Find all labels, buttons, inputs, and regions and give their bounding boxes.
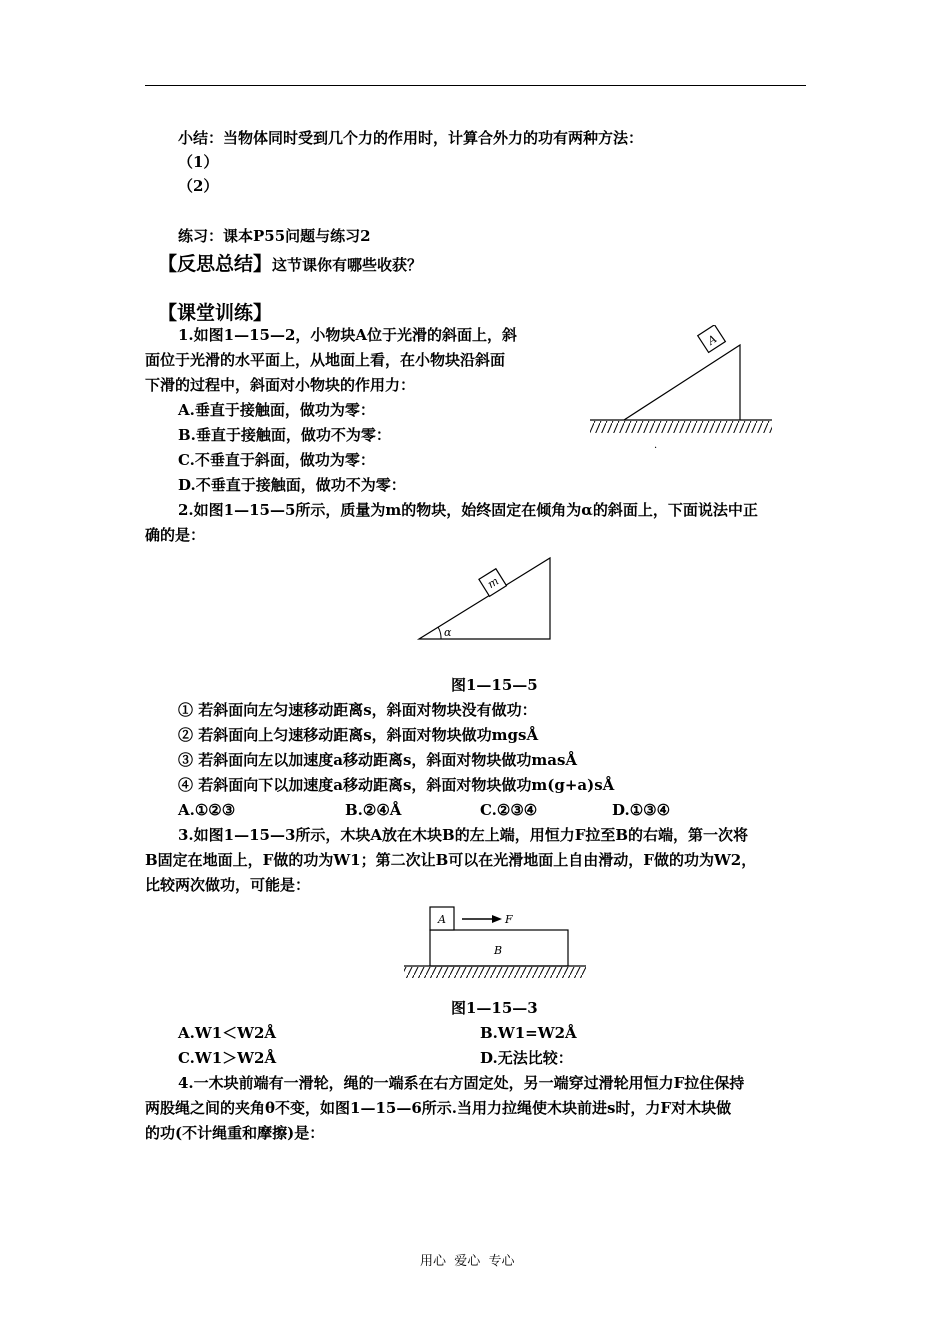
ground-hatch	[590, 421, 772, 433]
reflection-heading: 【反思总结】	[158, 253, 273, 275]
q3-line-1: 3.如图1—15—3所示，木块A放在木块B的左上端，用恒力F拉至B的右端，第一次将	[178, 826, 749, 844]
block-a	[698, 325, 726, 352]
q2-line-1: 2.如图1—15—5所示，质量为m的物块，始终固定在倾角为α的斜面上，下面说法中正	[178, 501, 758, 519]
q2-option-a: A.①②③	[178, 801, 236, 819]
svg-text:m: m	[485, 574, 502, 592]
q1-option-b: B.垂直于接触面，做功不为零：	[178, 426, 391, 444]
q2-option-d: D.①③④	[612, 801, 671, 819]
q3-caption: 图1—15—3	[451, 999, 538, 1017]
q1-option-d: D.不垂直于接触面，做功不为零：	[178, 476, 406, 494]
incline-slope	[624, 345, 740, 420]
q1-option-a: A.垂直于接触面，做功为零：	[178, 401, 375, 419]
page-footer: 用心 爱心 专心	[420, 1254, 515, 1269]
reflection-row	[158, 249, 422, 276]
q1-line-2: 面位于光滑的水平面上，从地面上看，在小物块沿斜面	[145, 351, 506, 369]
q3-option-b: B.W1=W2Å	[480, 1024, 577, 1042]
q1-option-c: C.不垂直于斜面，做功为零：	[178, 451, 375, 469]
block-m	[479, 569, 507, 597]
q3-option-c: C.W1＞W2Å	[178, 1049, 277, 1067]
angle-label: α	[444, 626, 452, 639]
summary-item-1: （1）	[178, 153, 219, 171]
incline-figure-1	[588, 325, 774, 455]
block-a-label: A	[438, 913, 446, 926]
reflection-prompt: 这节课你有哪些收获？	[272, 256, 423, 274]
q2-caption: 图1—15—5	[451, 676, 538, 694]
q4-line-2: 两股绳之间的夹角θ不变，如图1—15—6所示.当用力拉绳使木块前进s时，力F对木块做	[145, 1099, 732, 1117]
practice-line: 练习：课本P55问题与练习2	[178, 227, 371, 245]
incline-figure-2	[414, 553, 556, 643]
summary-line: 小结：当物体同时受到几个力的作用时，计算合外力的功有两种方法：	[178, 129, 644, 147]
q2-statement-2: ② 若斜面向上匀速移动距离s，斜面对物块做功mgsÅ	[178, 726, 539, 744]
figure-mark: ·	[654, 443, 658, 454]
q3-option-d: D.无法比较：	[480, 1049, 573, 1067]
q2-option-c: C.②③④	[480, 801, 538, 819]
incline-triangle	[419, 558, 550, 639]
training-heading: 【课堂训练】	[158, 302, 273, 324]
q1-line-1: 1.如图1—15—2，小物块A位于光滑的斜面上，斜	[178, 326, 518, 344]
summary-item-2: （2）	[178, 177, 219, 195]
q4-line-3: 的功(不计绳重和摩擦)是：	[145, 1124, 325, 1142]
force-arrow-head	[492, 915, 502, 923]
q3-option-a: A.W1＜W2Å	[178, 1024, 277, 1042]
q2-statement-3: ③ 若斜面向左以加速度a移动距离s，斜面对物块做功masÅ	[178, 751, 578, 769]
q3-line-3: 比较两次做功，可能是：	[145, 876, 311, 894]
block-b-label: B	[494, 944, 503, 957]
force-label: F	[505, 913, 513, 926]
q2-statement-1: ① 若斜面向左匀速移动距离s，斜面对物块没有做功：	[178, 701, 537, 719]
ground-hatch	[404, 967, 586, 978]
svg-text:A: A	[705, 332, 720, 348]
q1-line-3: 下滑的过程中，斜面对小物块的作用力：	[145, 376, 416, 394]
q2-line-2: 确的是：	[145, 526, 206, 544]
q2-statement-4: ④ 若斜面向下以加速度a移动距离s，斜面对物块做功m(g+a)sÅ	[178, 776, 615, 794]
blocks-figure	[402, 903, 588, 983]
angle-arc	[438, 627, 441, 639]
q2-option-b: B.②④Å	[345, 801, 402, 819]
q4-line-1: 4.一木块前端有一滑轮，绳的一端系在右方固定处，另一端穿过滑轮用恒力F拉住保持	[178, 1074, 745, 1092]
q3-line-2: B固定在地面上，F做的功为W1；第二次让B可以在光滑地面上自由滑动，F做的功为W2，	[145, 851, 757, 869]
header-rule	[145, 85, 806, 86]
